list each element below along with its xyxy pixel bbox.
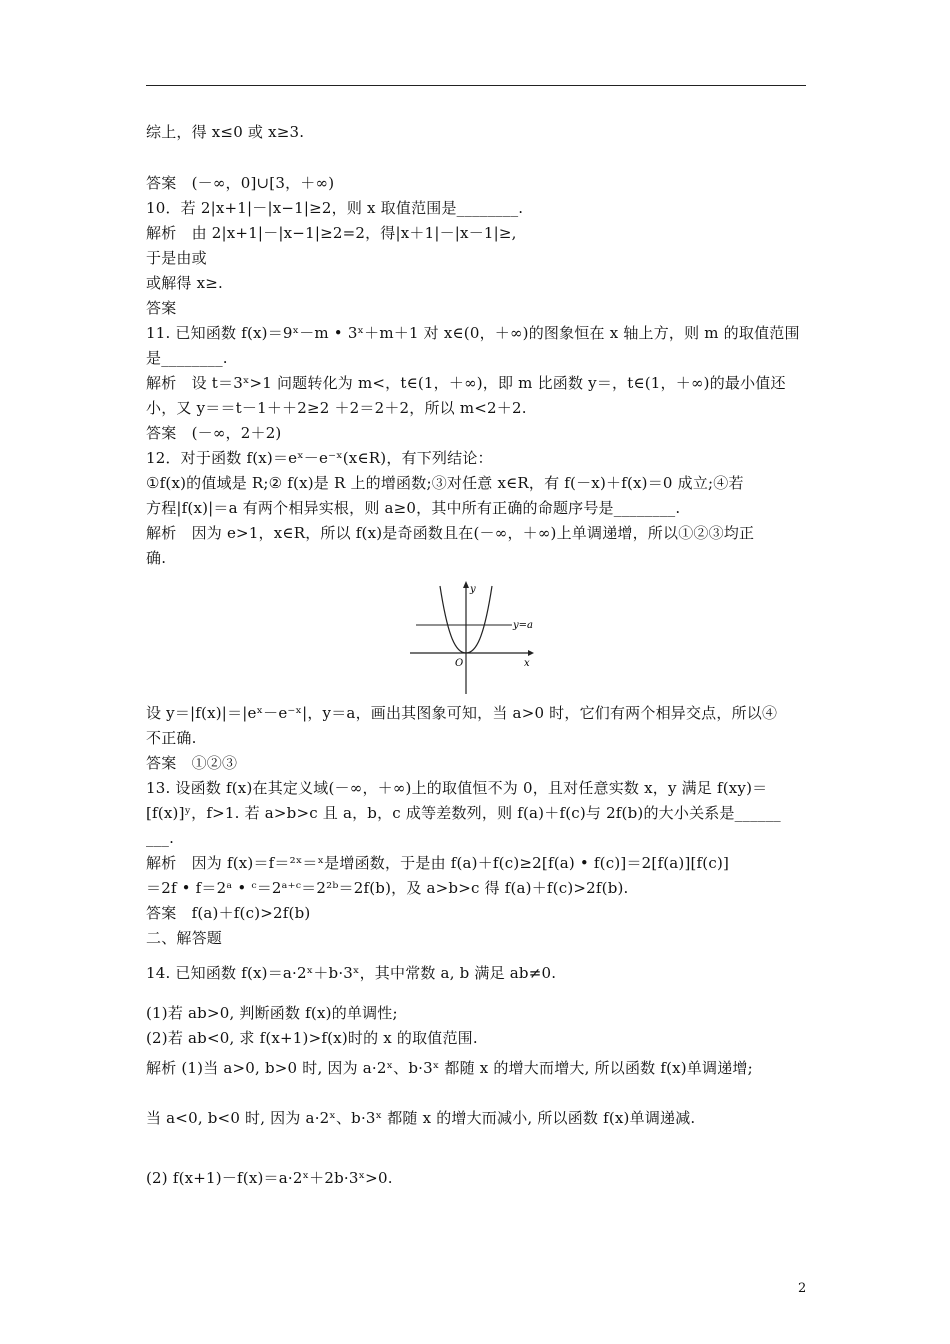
text-line: 设 y＝|f(x)|＝|eˣ－e⁻ˣ|，y＝a，画出其图象可知，当 a>0 时，它们有两个相异交点，所以④: [146, 704, 778, 722]
question-10: 10．若 2|x+1|－|x−1|≥2，则 x 取值范围是________.: [146, 199, 524, 217]
text-line: 于是由或: [146, 249, 207, 267]
x-axis-label: x: [524, 658, 530, 669]
text-line: 是________.: [146, 349, 228, 367]
answer-line: 答案 (－∞，2＋2): [146, 424, 282, 442]
text-line: 解析 因为 e>1，x∈R，所以 f(x)是奇函数且在(－∞，＋∞)上单调递增，所以①②③均正: [146, 524, 755, 542]
text-line: 小，又 y＝＝t－1＋＋2≥2 ＋2＝2＋2，所以 m<2＋2.: [146, 399, 527, 417]
answer-line: 答案: [146, 299, 177, 317]
origin-label: O: [455, 658, 464, 669]
question-14: 14. 已知函数 f(x)＝a·2ˣ＋b·3ˣ，其中常数 a, b 满足 ab≠0.: [146, 964, 557, 982]
text-line: (2) f(x+1)－f(x)＝a·2ˣ＋2b·3ˣ>0.: [146, 1169, 393, 1187]
question-13: 13. 设函数 f(x)在其定义域(－∞，＋∞)上的取值恒不为 0，且对任意实数 x，y 满足 f(xy)＝: [146, 779, 768, 797]
text-line: 解析 由 2|x+1|－|x−1|≥2=2，得|x＋1|－|x－1|≥,: [146, 224, 517, 242]
page-number: 2: [798, 1281, 807, 1296]
section-heading: 二、解答题: [146, 929, 223, 947]
text-line: 不正确.: [146, 729, 197, 747]
text-line: 当 a<0, b<0 时, 因为 a·2ˣ、b·3ˣ 都随 x 的增大而减小, 所以函数 f(x)单调递减.: [146, 1109, 696, 1127]
line-label: y=a: [513, 620, 533, 631]
text-line: 方程|f(x)|＝a 有两个相异实根，则 a≥0，其中所有正确的命题序号是________.: [146, 499, 681, 517]
y-axis-label: y: [470, 584, 476, 595]
question-12: 12．对于函数 f(x)＝eˣ－e⁻ˣ(x∈R)，有下列结论：: [146, 449, 493, 467]
text-line: 解析 因为 f(x)＝f＝²ˣ＝ˣ是增函数，于是由 f(a)＋f(c)≥2[f(a) • f(c)]＝2[f(a)][f(c)]: [146, 854, 730, 872]
text-line: 解析 (1)当 a>0, b>0 时, 因为 a·2ˣ、b·3ˣ 都随 x 的增大而增大, 所以函数 f(x)单调递增;: [146, 1059, 753, 1077]
text-line: 解析 设 t＝3ˣ>1 问题转化为 m<，t∈(1，＋∞)，即 m 比函数 y＝，t∈(1，＋∞)的最小值还: [146, 374, 786, 392]
answer-line: 答案 (－∞，0]∪[3，＋∞): [146, 174, 335, 192]
text-line: ①f(x)的值域是 R;② f(x)是 R 上的增函数;③对任意 x∈R，有 f(－x)＋f(x)＝0 成立;④若: [146, 474, 744, 492]
answer-line: 答案 ①②③: [146, 754, 238, 772]
text-line: 或解得 x≥.: [146, 274, 223, 292]
header-rule: [146, 85, 806, 86]
text-line: (2)若 ab<0, 求 f(x+1)>f(x)时的 x 的取值范围.: [146, 1029, 478, 1047]
text-line: [f(x)]ʸ，f>1. 若 a>b>c 且 a，b，c 成等差数列，则 f(a)＋f(c)与 2f(b)的大小关系是______: [146, 804, 781, 822]
text-line: ___.: [146, 829, 175, 847]
answer-line: 答案 f(a)＋f(c)>2f(b): [146, 904, 311, 922]
text-line: (1)若 ab>0, 判断函数 f(x)的单调性;: [146, 1004, 398, 1022]
text-line: 综上，得 x≤0 或 x≥3.: [146, 123, 305, 141]
text-line: 确.: [146, 549, 167, 567]
question-11: 11. 已知函数 f(x)＝9ˣ－m • 3ˣ＋m＋1 对 x∈(0，＋∞)的图象恒在 x 轴上方，则 m 的取值范围: [146, 324, 800, 342]
text-line: ＝2f • f＝2ᵃ • ᶜ＝2ᵃ⁺ᶜ＝2²ᵇ＝2f(b)，及 a>b>c 得 f(a)＋f(c)>2f(b).: [146, 879, 629, 897]
function-graph: [410, 578, 540, 696]
